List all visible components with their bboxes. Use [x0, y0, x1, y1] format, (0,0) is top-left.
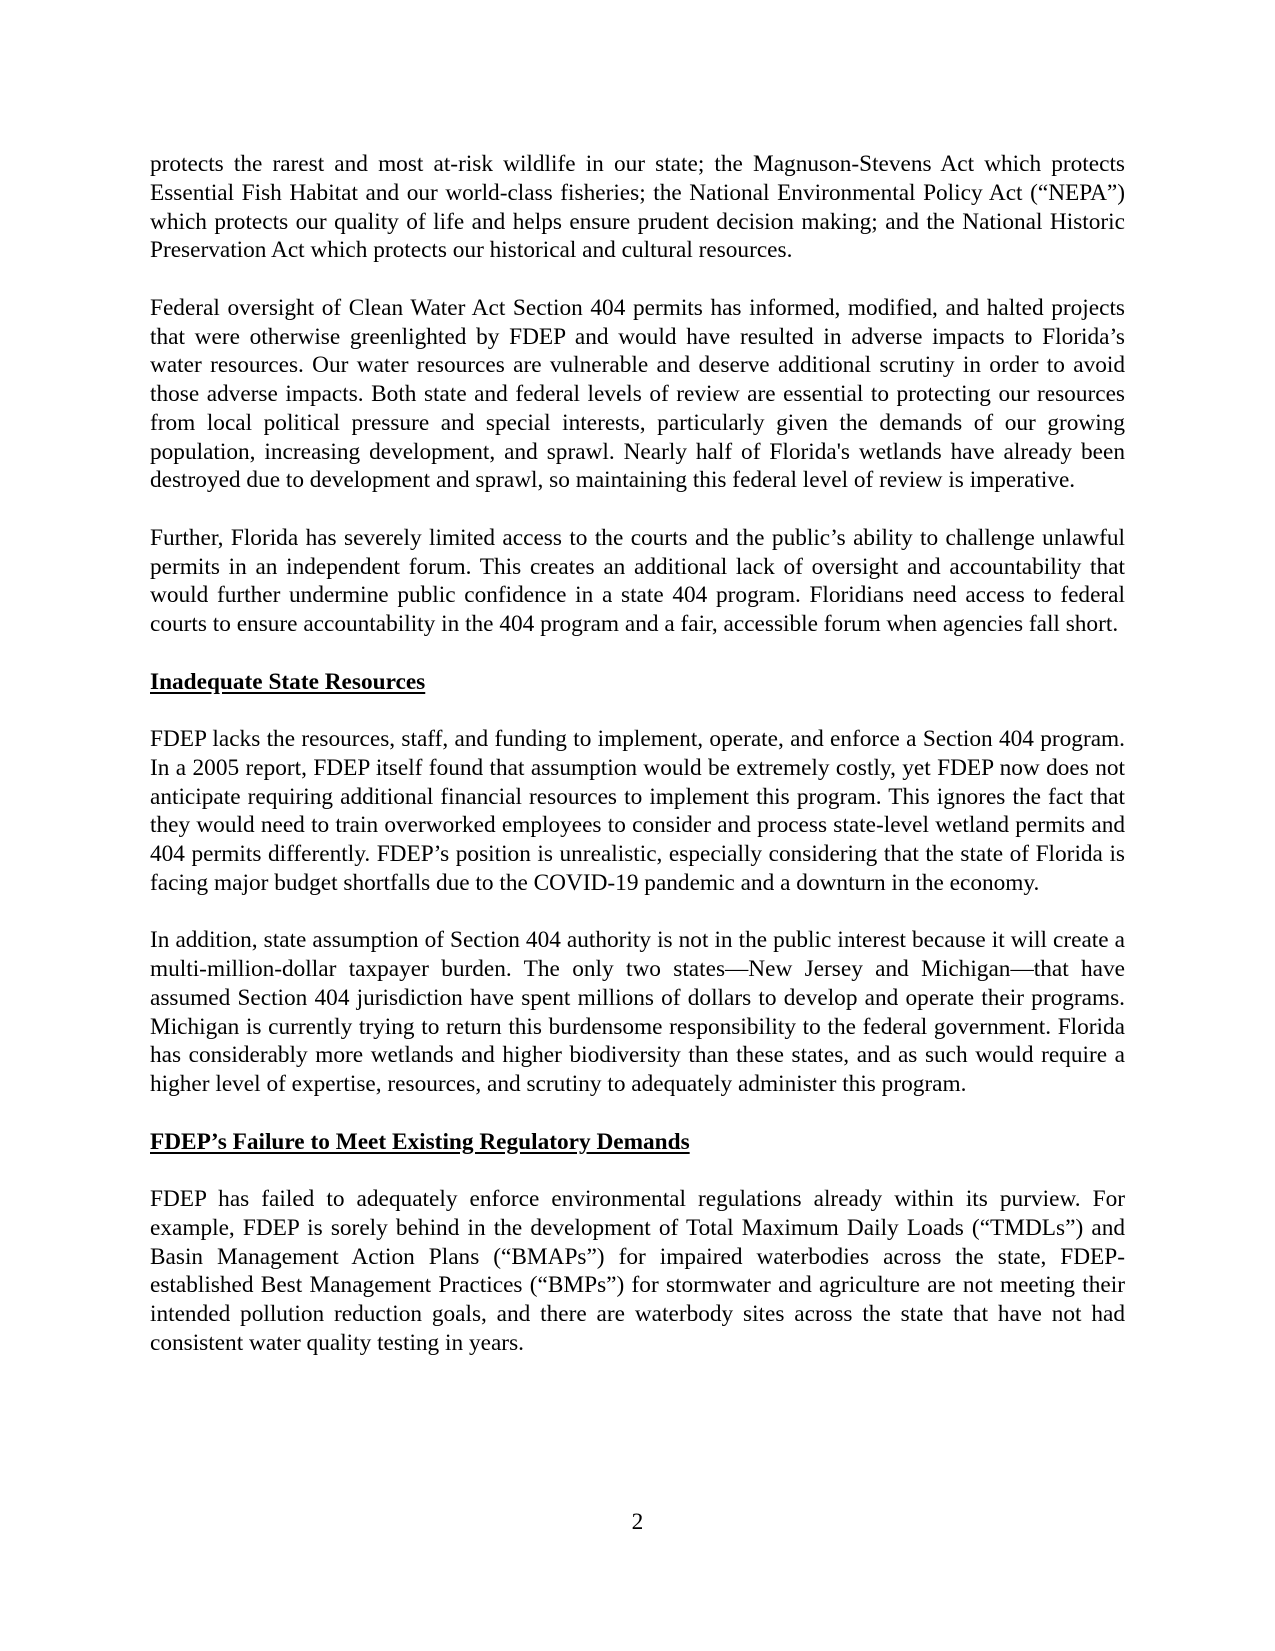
heading-regulatory-failure: FDEP’s Failure to Meet Existing Regulatory Demands: [150, 1128, 690, 1155]
page-number: 2: [631, 1509, 644, 1535]
document-page: [150, 150, 1125, 1386]
heading-inadequate-resources: Inadequate State Resources: [150, 668, 426, 695]
paragraph-court-access: Further, Florida has severely limited access to the courts and the public’s ability to challenge unlawful permits in an independent forum. This creates an additional lack of oversight and accountability that would further undermine public confidence in a state 404 program. Floridians need access to federal courts to ensure accountability in the 404 program and a fair, accessible forum when agencies fall short.: [150, 524, 1125, 637]
paragraph-protected-laws: protects the rarest and most at-risk wildlife in our state; the Magnuson-Stevens Act which protects Essential Fish Habitat and our world-class fisheries; the National Environmental Policy Act (“NEPA”) which protects our quality of life and helps ensure prudent decision making; and the National Historic Preservation Act which protects our historical and cultural resources.: [150, 151, 1125, 264]
paragraph-federal-oversight: Federal oversight of Clean Water Act Section 404 permits has informed, modified, and halted projects that were otherwise greenlighted by FDEP and would have resulted in adverse impacts to Florida’s water resources. Our water resources are vulnerable and deserve additional scrutiny in order to avoid those adverse impacts. Both state and federal levels of review are essential to protecting our resources from local political pressure and special interests, particularly given the demands of our growing population, increasing development, and sprawl. Nearly half of Florida's wetlands have already been destroyed due to development and sprawl, so maintaining this federal level of review is imperative.: [150, 294, 1125, 494]
paragraph-taxpayer-burden: In addition, state assumption of Section 404 authority is not in the public interest because it will create a multi-million-dollar taxpayer burden. The only two states—New Jersey and Michigan—that have assumed Section 404 jurisdiction have spent millions of dollars to develop and operate their programs. Michigan is currently trying to return this burdensome responsibility to the federal government. Florida has considerably more wetlands and higher biodiversity than these states, and as such would require a higher level of expertise, resources, and scrutiny to adequately administer this program.: [150, 927, 1125, 1097]
paragraph-fdep-resources: FDEP lacks the resources, staff, and funding to implement, operate, and enforce a Section 404 program. In a 2005 report, FDEP itself found that assumption would be extremely costly, yet FDEP now does not anticipate requiring additional financial resources to implement this program. This ignores the fact that they would need to train overworked employees to consider and process state-level wetland permits and 404 permits differently. FDEP’s position is unrealistic, especially considering that the state of Florida is facing major budget shortfalls due to the COVID-19 pandemic and a downturn in the economy.: [150, 726, 1125, 896]
paragraph-enforcement-failure: FDEP has failed to adequately enforce environmental regulations already within its purview. For example, FDEP is sorely behind in the development of Total Maximum Daily Loads (“TMDLs”) and Basin Management Action Plans (“BMAPs”) for impaired waterbodies across the state, FDEP-established Best Management Practices (“BMPs”) for stormwater and agriculture are not meeting their intended pollution reduction goals, and there are waterbody sites across the state that have not had consistent water quality testing in years.: [150, 1186, 1125, 1356]
